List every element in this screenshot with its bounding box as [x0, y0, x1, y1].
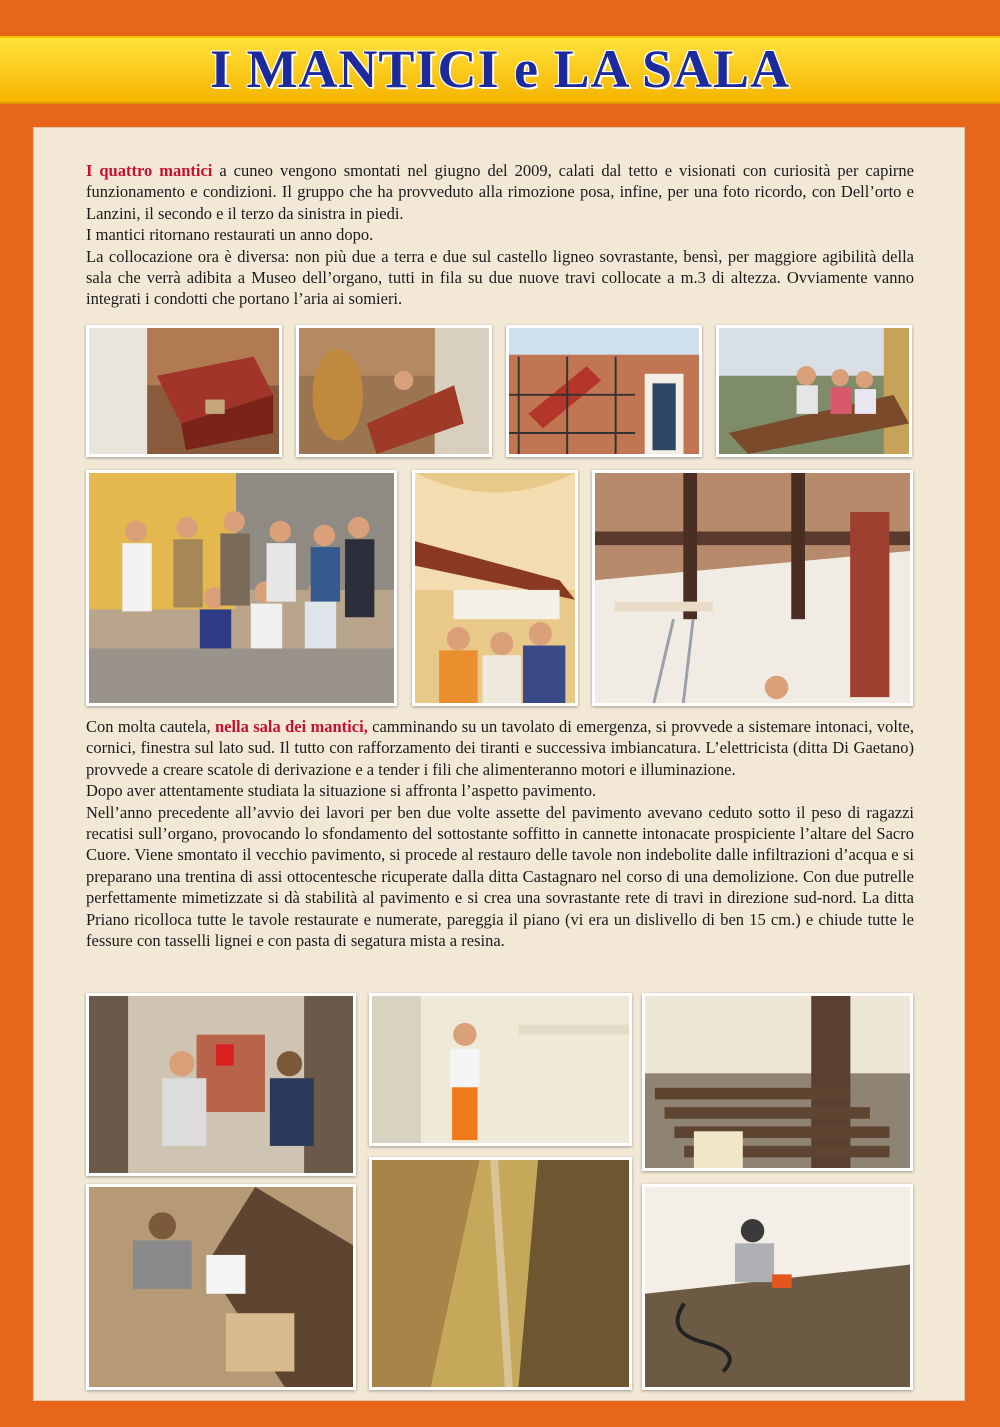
photo-scaffolding: [506, 325, 702, 457]
middle-line-2: Dopo aver attentamente studiata la situazione si affronta l’aspetto pavimento.: [86, 781, 597, 801]
photo-painting-wall: [369, 993, 632, 1146]
intro-text: a cuneo vengono smontati nel giugno del 2009, calati dal tetto e visionati con curiosità per capirne funzionamento e condizioni. Il gruppo che ha provveduto alla rimozione posa, infine, per una foto ricordo, con Dell’orto e Lanzini, il secondo e il terzo da sinistra in piedi.: [86, 161, 914, 223]
middle-line-3: Nell’anno precedente all’avvio dei lavori per ben due volte assette del pavimento avevano ceduto sotto il peso di ragazzi recatisi sull’organo, provocando lo sfondamento del sottostante soffitto in cannette intonacate prospiciente l’altare del Sacro Cuore. Viene smontato il vecchio pavimento, si procede al restauro delle tavole non indebolite dalle infiltrazioni d’acqua e si preparano una trentina di assi ottocentesche ricuperate dalla ditta Castagnaro nel corso di una demolizione. Con due putrelle perfettamente mimetizzate si dà stabilità al pavimento e si crea una sovrastante rete di travi in direzione sud-nord. La ditta Priano ricolloca tutte le tavole restaurate e numerate, pareggia il piano (vi era un dislivello di ben 15 cm.) e chiude tutte le fessure con tasselli lignei e con pasta di segatura mista a resina.: [86, 802, 914, 951]
photo-inspecting-bellows: [716, 325, 912, 457]
photo-sanding-floor: [642, 1184, 913, 1390]
intro-line-3: La collocazione ora è diversa: non più due a terra e due sul castello ligneo sovrastante, bensì, per maggiore agibilità della sala che verrà adibita a Museo dell’organo, tutti in fila su due nuove travi collocate a m.3 di altezza. Ovviamente vanno integrati i condotti che portano l’aria ai somieri.: [86, 246, 914, 309]
photo-floor-beams: [642, 993, 913, 1171]
photo-restoring-planks: [86, 1184, 356, 1390]
photo-bellows-attic: [86, 325, 282, 457]
photo-old-floorboards: [369, 1157, 632, 1390]
middle-paragraph: [86, 716, 914, 951]
intro-paragraph: [86, 160, 914, 310]
photo-carrying-bellows: [296, 325, 492, 457]
page-title: I MANTICI e LA SALA: [209, 39, 791, 99]
middle-lead: Con molta cautela,: [86, 717, 215, 736]
photo-bellows-installed: [592, 470, 913, 706]
middle-highlight: nella sala dei mantici,: [214, 717, 368, 736]
middle-text: camminando su un tavolato di emergenza, si provvede a sistemare intonaci, volte, cornici, finestra sul lato sud. Il tutto con rafforzamento dei tiranti e successiva imbiancatura. L’elettricista (ditta Di Gaetano) provvede a creare scatole di derivazione e a tender i fili che alimenteranno motori e illuminazione.: [86, 717, 914, 779]
photo-lifting-bellows: [412, 470, 578, 706]
photo-group-portrait: [86, 470, 397, 706]
photo-electrician-wall: [86, 993, 356, 1176]
intro-line-2: I mantici ritornano restaurati un anno dopo.: [86, 225, 374, 245]
intro-highlight: I quattro mantici: [86, 161, 213, 180]
